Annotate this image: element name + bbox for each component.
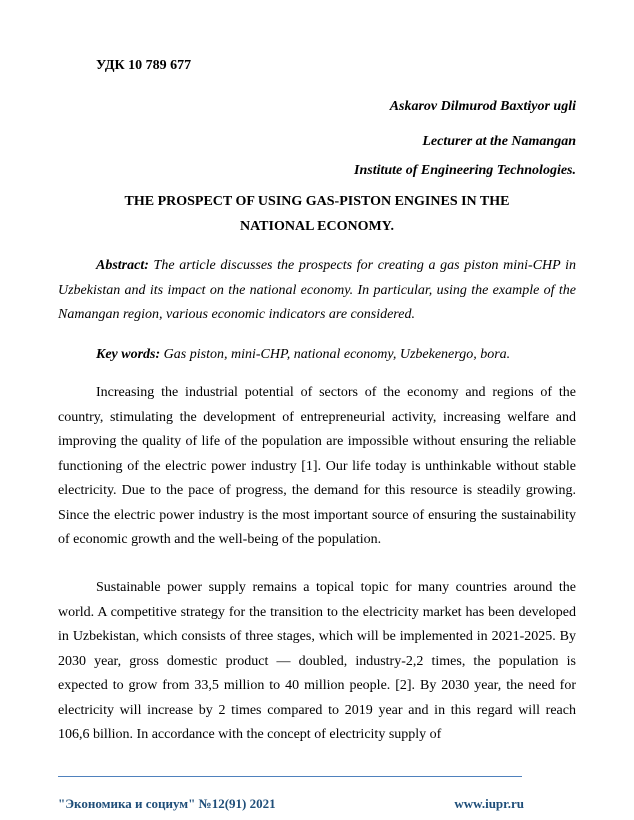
keywords-text: Gas piston, mini-CHP, national economy, Uzbekenergo, bora.	[160, 347, 511, 362]
keywords-paragraph	[58, 343, 576, 368]
author-institution: Institute of Engineering Technologies.	[354, 163, 576, 178]
abstract-label: Abstract:	[96, 258, 149, 273]
udk-code: УДК 10 789 677	[96, 58, 192, 73]
journal-name: "Экономика и социум" №12(91) 2021	[58, 796, 276, 811]
body-paragraph-2: Sustainable power supply remains a topical topic for many countries around the world. A competitive strategy for the transition to the electricity market has been developed in Uzbekistan, which consists of three stages, which will be implemented in 2021-2025. By 2030 year, gross domestic product — doubled, industry-2,2 times, the population is expected to grow from 33,5 million to 40 million people. [2]. By 2030 year, the need for electricity will increase by 2 times compared to 2019 year and in this regard will reach 106,6 billion. In accordance with the concept of electricity supply of	[58, 580, 576, 742]
abstract-text: The article discusses the prospects for creating a gas piston mini-CHP in Uzbekistan and its impact on the national economy. In particular, using the example of the Namangan region, various economic indicators are considered.	[58, 258, 576, 322]
author-name: Askarov Dilmurod Baxtiyor ugli	[389, 99, 576, 114]
paper-title-line2: NATIONAL ECONOMY.	[239, 219, 395, 234]
author-position: Lecturer at the Namangan	[422, 134, 576, 149]
abstract-paragraph	[58, 254, 576, 328]
footer-divider	[58, 776, 522, 777]
keywords-label: Key words:	[96, 347, 161, 362]
body-paragraph-1: Increasing the industrial potential of sectors of the economy and regions of the country, stimulating the development of entrepreneurial activity, increasing welfare and improving the quality of life of the population are impossible without ensuring the reliable functioning of the electric power industry [1]. Our life today is unthinkable without stable electricity. Due to the pace of progress, the demand for this resource is steadily growing. Since the electric power industry is the most important source of ensuring the sustainability of economic growth and the well-being of the population.	[58, 385, 576, 547]
journal-website: www.iupr.ru	[454, 796, 524, 811]
paper-title-line1: THE PROSPECT OF USING GAS-PISTON ENGINES IN THE	[124, 194, 510, 209]
